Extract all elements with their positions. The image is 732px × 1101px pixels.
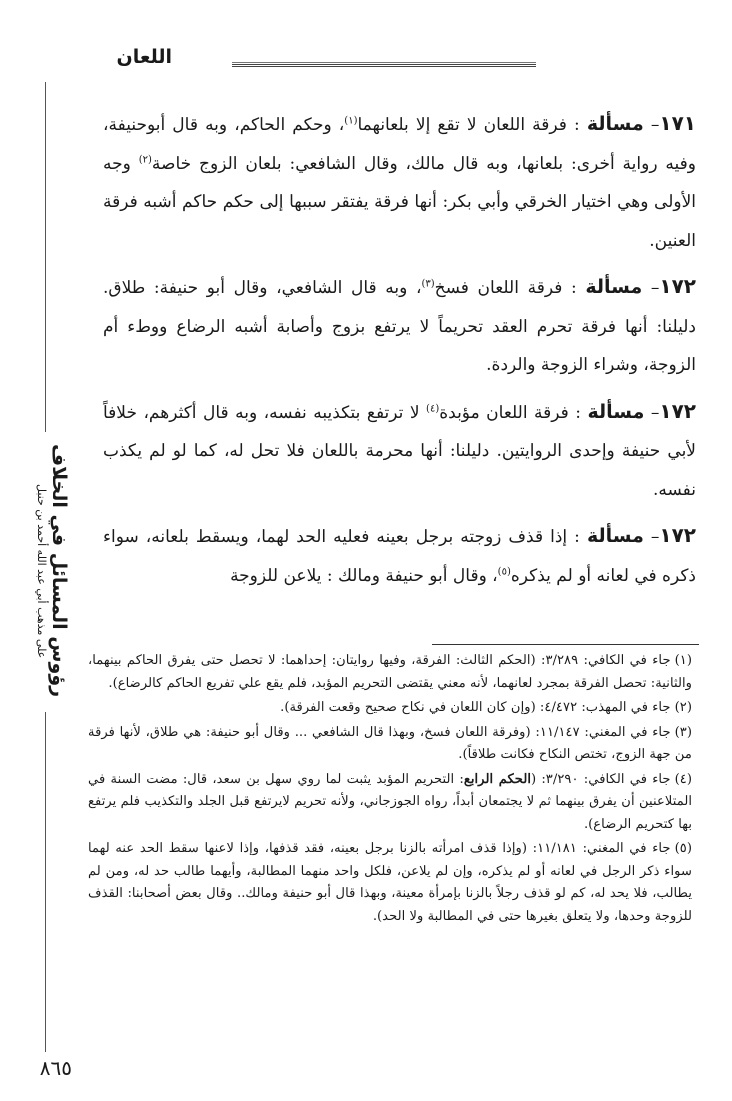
footnote-text: جاء في الكافي: ٣/٢٨٩: (الحكم الثالث: الفرقة، وفيها روايتان: إحداهما: لا تحصل حتى يفرق الحاكم بينهما، والثانية: تحصل الفرقة بمجرد لعانهما، لأنه معني يقتضى التحريم المؤبد، فلم يقع علي تفريع الحاكم كالرضاع).: [88, 653, 692, 691]
footnote-4: [88, 769, 692, 837]
footnote-text-cont: : التحريم المؤبد يثبت لما روي سهل بن سعد، قال: مضت السنة في المتلاعنين أن يفرق بينهما ثم لا يجتمعان أبداً، رواه الجوزجاني، ولأنه تحريم لايرتفع قبل الجلد والتكذيب فلم يرتفع بها كتحريم الرضاع).: [88, 771, 692, 832]
footnote-ref: (٤): [426, 402, 440, 414]
issue-text-cont: ، وقال أبو حنيفة ومالك : يلاعن للزوجة: [230, 565, 498, 586]
footnote-ref: (٢): [138, 153, 152, 165]
issue-text: فرقة اللعان فسخ: [434, 278, 563, 298]
issue-text-cont: وجه الأولى وهي اختيار الخرقي وأبي بكر: أنها فرقة يفتقر سببها إلى حكم حاكم أشبه فرقة العنين.: [103, 153, 696, 251]
footnote-text: جاء في المغني: ١١/١٨١: (وإذا قذف امرأته بالزنا برجل بعينه، فقد قذفها، وإذا لاعنها سقط الحد عنه لهما سواء ذكر الرجل في لعانه أو لم يذكره، وإن لم يلاعن، فلكل واحد منهما المطالبة، وأيهما طالب حد له، ومن لم يطالب، فلا يحد له، كم لو قذف رجلاً بالزنا بإمرأة معينة، وبهذا قال أبو حنيفة ومالك.. وقال بعض أصحابنا: القذف للزوجة وحدها، ولا يتعلق بغيرها حتى في المطالبة ولا الحد).: [88, 841, 692, 924]
issue-label: مسألة: [586, 525, 644, 547]
footnote-ref: (١): [344, 115, 358, 127]
chapter-title: اللعان: [116, 46, 172, 68]
footnote-1: [88, 650, 692, 695]
footnote-bold-term: الحكم الرابع: [463, 771, 531, 787]
footnote-ref: (٥): [497, 565, 511, 577]
footnote-number: (١): [674, 653, 693, 668]
footnotes: [88, 650, 692, 930]
issue-text-cont: ، وبه قال الشافعي، وقال أبو حنيفة: طلاق. دليلنا: أنها فرقة تحرم العقد تحريماً لا يرتفع بزوج وأصابة أشبه الرضاع ووطء أم الزوجة، وشراء الزوجة والردة.: [103, 278, 696, 375]
main-text: [103, 104, 696, 602]
footnote-text: جاء في المغني: ١١/١٤٧: (وفرقة اللعان فسخ، وبهذا قال الشافعي ... وقال أبو حنيفة: هي طلاق، لأنها فرقة من جهة الزوج، تختص النكاح فكانت طلاقاً).: [88, 724, 692, 762]
footnote-3: [88, 722, 692, 767]
footnote-text: جاء في الكافي: ٣/٢٩٠: (: [531, 771, 671, 787]
side-book-title: رؤوس المسائل في الخلاف: [48, 444, 70, 698]
issue-label: مسألة: [586, 113, 644, 135]
issue-number: ١٧٢: [659, 523, 696, 547]
footnote-5: [88, 838, 692, 928]
issue-text-cont: ، وحكم الحاكم، وبه قال أبوحنيفة، وفيه رواية أخرى: بلعانها، وبه قال مالك، وقال الشافعي: بلعان الزوج خاصة: [103, 115, 696, 174]
issue-text: فرقة اللعان مؤبدة: [439, 402, 569, 423]
footnote-number: (٣): [674, 724, 693, 740]
header-rule: [232, 62, 536, 63]
side-rule-bottom: [45, 712, 46, 1052]
page-number: ٨٦٥: [39, 1056, 72, 1080]
side-book-title-block: [12, 438, 70, 704]
issue-text: إذا قذف زوجته برجل بعينه فعليه الحد لهما، ويسقط بلعانه، سواء ذكره في لعانه أو لم يذكره: [103, 527, 696, 586]
issue-number: ١٧٢: [659, 274, 696, 298]
side-author: على مذهب أبي عبد الله أحمد بن حنبل: [35, 483, 48, 659]
issue-number: ١٧١: [659, 111, 696, 135]
footnote-separator: [432, 644, 699, 645]
issue-label: مسألة: [587, 400, 645, 423]
issue-171: ١٧١– مسألة : فرقة اللعان لا تقع إلا بلعانهما$^{(١)}$، وحكم الحاكم، وبه قال أبوحنيفة، وفيه رواية أخرى: بلعانها، وبه قال مالك، وقال الشافعي: بلعان الزوج خاصة$^{(٢)}$ وجه الأولى وهي اختيار الخرقي وأبي بكر: أنها فرقة يفتقر سببها إلى حكم حاكم أشبه فرقة العنين.: [103, 111, 696, 251]
issue-number: ١٧٢: [659, 398, 696, 423]
issue-173: ١٧٢– مسألة : فرقة اللعان مؤبدة$^{(٤)}$ لا ترتفع بتكذيبه نفسه، وبه قال أكثرهم، خلافاً لأبي حنيفة وإحدى الروايتين. دليلنا: أنها محرمة باللعان فلا تحل له، كما لو لم يكذب نفسه.: [103, 398, 696, 500]
side-rule-top: [45, 82, 46, 432]
footnote-number: (٢): [674, 700, 692, 715]
footnote-ref: (٣): [421, 278, 435, 290]
issue-174: ١٧٢– مسألة : إذا قذف زوجته برجل بعينه فعليه الحد لهما، ويسقط بلعانه، سواء ذكره في لعانه أو لم يذكره$^{(٥)}$، وقال أبو حنيفة ومالك : يلاعن للزوجة: [103, 523, 696, 586]
issue-text: فرقة اللعان لا تقع إلا بلعانهما: [357, 115, 567, 135]
issue-label: مسألة: [585, 276, 643, 298]
header-double-rule: [232, 64, 536, 67]
footnote-number: (٥): [674, 841, 692, 856]
issue-text-cont: لا ترتفع بتكذيبه نفسه، وبه قال أكثرهم، خلافاً لأبي حنيفة وإحدى الروايتين. دليلنا: أنها محرمة باللعان فلا تحل له، كما لو لم يكذب نفسه.: [103, 402, 696, 500]
footnote-text: جاء في المهذب: ٤/٤٧٢: (وإن كان اللعان في نكاح صحيح وقعت الفرقة).: [280, 700, 671, 715]
issue-172: ١٧٢– مسألة : فرقة اللعان فسخ$^{(٣)}$، وبه قال الشافعي، وقال أبو حنيفة: طلاق. دليلنا: أنها فرقة تحرم العقد تحريماً لا يرتفع بزوج وأصابة أشبه الرضاع ووطء أم الزوجة، وشراء الزوجة والردة.: [103, 274, 696, 375]
footnote-number: (٤): [674, 771, 692, 787]
footnote-2: [88, 697, 692, 720]
